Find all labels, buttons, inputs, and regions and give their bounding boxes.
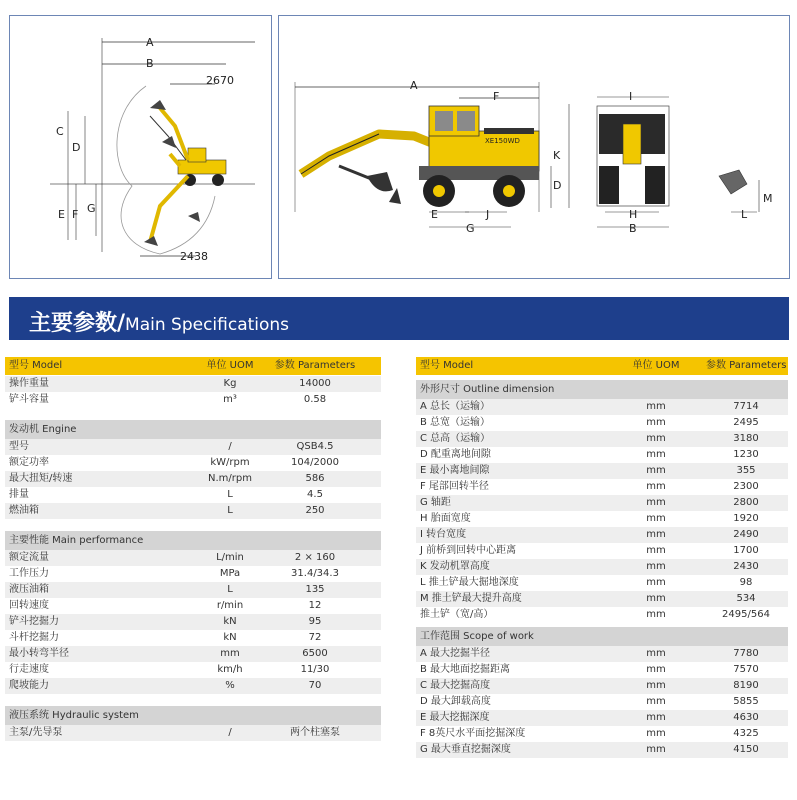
table-row [5, 376, 381, 392]
section-title: 主要性能 Main performance [9, 535, 144, 546]
cell-name: L 推土铲最大掘地深度 [420, 577, 519, 588]
cell-unit: mm [646, 728, 666, 739]
cell-unit: kN [223, 632, 237, 643]
table-row [416, 559, 788, 575]
cell-name: B 总宽（运输） [420, 417, 491, 428]
cell-name: F 8英尺水平面挖掘深度 [420, 728, 526, 739]
cell-value: 7570 [733, 664, 759, 675]
cell-unit: mm [220, 648, 240, 659]
diagram-label-I: I [629, 90, 633, 103]
table-row [5, 582, 381, 598]
cell-name: 回转速度 [9, 600, 49, 611]
cell-value: 586 [305, 473, 325, 484]
table-row [416, 415, 788, 431]
diagram-label-K: K [553, 149, 561, 162]
table-row [416, 646, 788, 662]
cell-unit: L [227, 489, 233, 500]
cell-unit: / [228, 441, 232, 452]
section-heading [5, 531, 381, 550]
cell-unit: 单位 UOM [206, 360, 254, 371]
cell-value: 7714 [733, 401, 759, 412]
cell-name: 型号 [9, 441, 29, 452]
cell-value: QSB4.5 [296, 441, 334, 452]
diagram-label-A: A [146, 36, 154, 49]
cell-value: 2490 [733, 529, 759, 540]
table-row [416, 726, 788, 742]
cell-name: A 总长（运输） [420, 401, 491, 412]
cell-value: 3180 [733, 433, 759, 444]
diagram-label-G2: G [466, 222, 475, 235]
cell-unit: mm [646, 497, 666, 508]
right-spec-table [416, 357, 788, 800]
table-row [5, 503, 381, 519]
cell-name: 铲斗容量 [9, 394, 49, 405]
cell-unit: mm [646, 561, 666, 572]
table-row [5, 392, 381, 408]
cell-unit: mm [646, 401, 666, 412]
cell-unit: mm [646, 664, 666, 675]
table-row [416, 527, 788, 543]
table-row [5, 646, 381, 662]
banner-title [29, 306, 289, 337]
cell-value: 14000 [299, 378, 331, 389]
table-row [416, 575, 788, 591]
diagram-label-G: G [87, 202, 96, 215]
cell-name: D 配重离地间隙 [420, 449, 491, 460]
table-row [416, 463, 788, 479]
cell-value: 2430 [733, 561, 759, 572]
cell-value: 70 [308, 680, 322, 691]
cell-unit: mm [646, 481, 666, 492]
diagram-label-E: E [58, 208, 65, 221]
banner-title-en: Main Specifications [125, 315, 290, 335]
cell-unit: mm [646, 696, 666, 707]
cell-value: 2800 [733, 497, 759, 508]
cell-value: 4630 [733, 712, 759, 723]
cell-unit: MPa [219, 568, 241, 579]
diagram-label-M: M [763, 192, 773, 205]
cell-name: C 最大挖掘高度 [420, 680, 491, 691]
cell-value: 8190 [733, 680, 759, 691]
table-row [416, 495, 788, 511]
outline-dimension-drawing [279, 16, 789, 278]
table-row [5, 630, 381, 646]
diagram-label-2670: 2670 [206, 74, 234, 87]
cell-value: 0.58 [303, 394, 327, 405]
cell-unit: mm [646, 545, 666, 556]
cell-value: 参数 Parameters [274, 360, 356, 371]
cell-unit: kW/rpm [210, 457, 250, 468]
section-heading [5, 420, 381, 439]
cell-unit: mm [646, 433, 666, 444]
cell-unit: Kg [223, 378, 237, 389]
cell-name: 燃油箱 [9, 505, 39, 516]
cell-value: 12 [308, 600, 322, 611]
section-title: 工作范围 Scope of work [420, 631, 534, 642]
cell-value: 1700 [733, 545, 759, 556]
cell-value: 两个柱塞泵 [290, 727, 340, 738]
cell-name: M 推土铲最大提升高度 [420, 593, 522, 604]
left-spec-table [5, 357, 381, 800]
cell-name: 额定功率 [9, 457, 49, 468]
cell-name: C 总高（运输） [420, 433, 491, 444]
cell-name: I 转台宽度 [420, 529, 467, 540]
diagram-label-J: J [486, 208, 490, 221]
cell-name: 主泵/先导泵 [9, 727, 63, 738]
table-row [5, 487, 381, 503]
outline-dimension-diagram [278, 15, 790, 279]
diagram-label-E2: E [431, 208, 438, 221]
cell-name: 型号 Model [9, 360, 63, 371]
table-row [5, 471, 381, 487]
banner-title-cn: 主要参数/ [29, 311, 126, 336]
cell-name: E 最大挖掘深度 [420, 712, 490, 723]
cell-unit: mm [646, 712, 666, 723]
cell-unit: L/min [216, 552, 244, 563]
cell-unit: L [227, 584, 233, 595]
diagram-label-F2: F [493, 90, 500, 103]
cell-unit: mm [646, 680, 666, 691]
cell-name: 工作压力 [9, 568, 49, 579]
cell-value: 4150 [733, 744, 759, 755]
cell-name: G 轴距 [420, 497, 451, 508]
working-range-drawing [10, 16, 271, 278]
cell-unit: N.m/rpm [208, 473, 252, 484]
cell-value: 5855 [733, 696, 759, 707]
cell-value: 2 × 160 [294, 552, 336, 563]
table-row [416, 543, 788, 559]
cell-name: 行走速度 [9, 664, 49, 675]
cell-unit: mm [646, 577, 666, 588]
cell-name: 型号 Model [420, 360, 474, 371]
table-row [5, 662, 381, 678]
table-row [416, 591, 788, 607]
cell-unit: r/min [216, 600, 244, 611]
cell-name: D 最大卸载高度 [420, 696, 491, 707]
diagram-label-L: L [741, 208, 748, 221]
section-heading [5, 706, 381, 725]
cell-name: E 最小离地间隙 [420, 465, 490, 476]
cell-value: 355 [736, 465, 756, 476]
cell-value: 95 [308, 616, 322, 627]
section-heading [416, 380, 788, 399]
cell-unit: mm [646, 744, 666, 755]
cell-unit: L [227, 505, 233, 516]
cell-name: A 最大挖掘半径 [420, 648, 491, 659]
table-row [5, 550, 381, 566]
diagram-label-C: C [56, 125, 64, 138]
cell-name: 额定流量 [9, 552, 49, 563]
cell-name: B 最大地面挖掘距离 [420, 664, 511, 675]
table-row [5, 725, 381, 741]
working-range-diagram [9, 15, 272, 279]
table-row [5, 566, 381, 582]
cell-unit: mm [646, 648, 666, 659]
cell-name: F 尾部回转半径 [420, 481, 489, 492]
diagram-label-D: D [72, 141, 81, 154]
diagram-label-H: H [629, 208, 638, 221]
cell-value: 1230 [733, 449, 759, 460]
table-header [416, 357, 788, 375]
cell-value: 4.5 [307, 489, 323, 500]
cell-value: 6500 [302, 648, 328, 659]
cell-unit: mm [646, 593, 666, 604]
table-row [416, 678, 788, 694]
table-row [416, 607, 788, 623]
cell-unit: mm [646, 449, 666, 460]
table-row [416, 399, 788, 415]
cell-name: 操作重量 [9, 378, 49, 389]
cell-unit: % [225, 680, 235, 691]
cell-name: 爬坡能力 [9, 680, 49, 691]
cell-name: 铲斗挖掘力 [9, 616, 59, 627]
cell-value: 2300 [733, 481, 759, 492]
cell-name: 液压油箱 [9, 584, 49, 595]
table-row [416, 710, 788, 726]
cab-badge-text: XE150WD [485, 137, 520, 145]
cell-value: 1920 [733, 513, 759, 524]
section-title: 液压系统 Hydraulic system [9, 710, 139, 721]
table-row [416, 447, 788, 463]
table-row [5, 439, 381, 455]
cell-name: 最大扭矩/转速 [9, 473, 73, 484]
table-row [416, 431, 788, 447]
table-row [416, 694, 788, 710]
diagram-label-D2: D [553, 179, 562, 192]
table-row [416, 742, 788, 758]
section-title: 外形尺寸 Outline dimension [420, 384, 555, 395]
cell-name: 最小转弯半径 [9, 648, 69, 659]
cell-value: 534 [736, 593, 756, 604]
cell-name: G 最大垂直挖掘深度 [420, 744, 511, 755]
cell-unit: kN [223, 616, 237, 627]
cell-unit: / [228, 727, 232, 738]
diagram-label-B: B [146, 57, 154, 70]
cell-unit: mm [646, 609, 666, 620]
cell-value: 4325 [733, 728, 759, 739]
section-title: 发动机 Engine [9, 424, 77, 435]
cell-unit: m³ [223, 394, 237, 405]
cell-unit: mm [646, 465, 666, 476]
table-row [416, 479, 788, 495]
cell-value: 135 [305, 584, 325, 595]
table-row [5, 455, 381, 471]
cell-value: 250 [305, 505, 325, 516]
cell-name: H 胎面宽度 [420, 513, 471, 524]
cell-value: 2495/564 [722, 609, 770, 620]
cell-value: 72 [308, 632, 322, 643]
table-row [5, 678, 381, 694]
cell-value: 11/30 [300, 664, 330, 675]
cell-name: 排量 [9, 489, 29, 500]
table-row [416, 662, 788, 678]
table-row [5, 614, 381, 630]
cell-name: 推土铲（宽/高） [420, 609, 494, 620]
table-header [5, 357, 381, 375]
cell-value: 104/2000 [291, 457, 339, 468]
diagram-label-2438: 2438 [180, 250, 208, 263]
diagram-label-F: F [72, 208, 79, 221]
cell-value: 98 [739, 577, 753, 588]
cell-value: 7780 [733, 648, 759, 659]
cell-unit: 单位 UOM [632, 360, 680, 371]
cell-name: K 发动机罩高度 [420, 561, 490, 572]
diagram-label-A2: A [410, 79, 418, 92]
cell-value: 2495 [733, 417, 759, 428]
cell-value: 参数 Parameters [706, 360, 787, 371]
cell-unit: km/h [217, 664, 243, 675]
section-heading [416, 627, 788, 646]
cell-value: 31.4/34.3 [291, 568, 339, 579]
table-row [5, 598, 381, 614]
cell-name: 斗杆挖掘力 [9, 632, 59, 643]
cell-name: J 前桥到回转中心距离 [420, 545, 517, 556]
cell-unit: mm [646, 513, 666, 524]
cell-unit: mm [646, 417, 666, 428]
table-row [416, 511, 788, 527]
diagram-label-B2: B [629, 222, 637, 235]
cell-unit: mm [646, 529, 666, 540]
